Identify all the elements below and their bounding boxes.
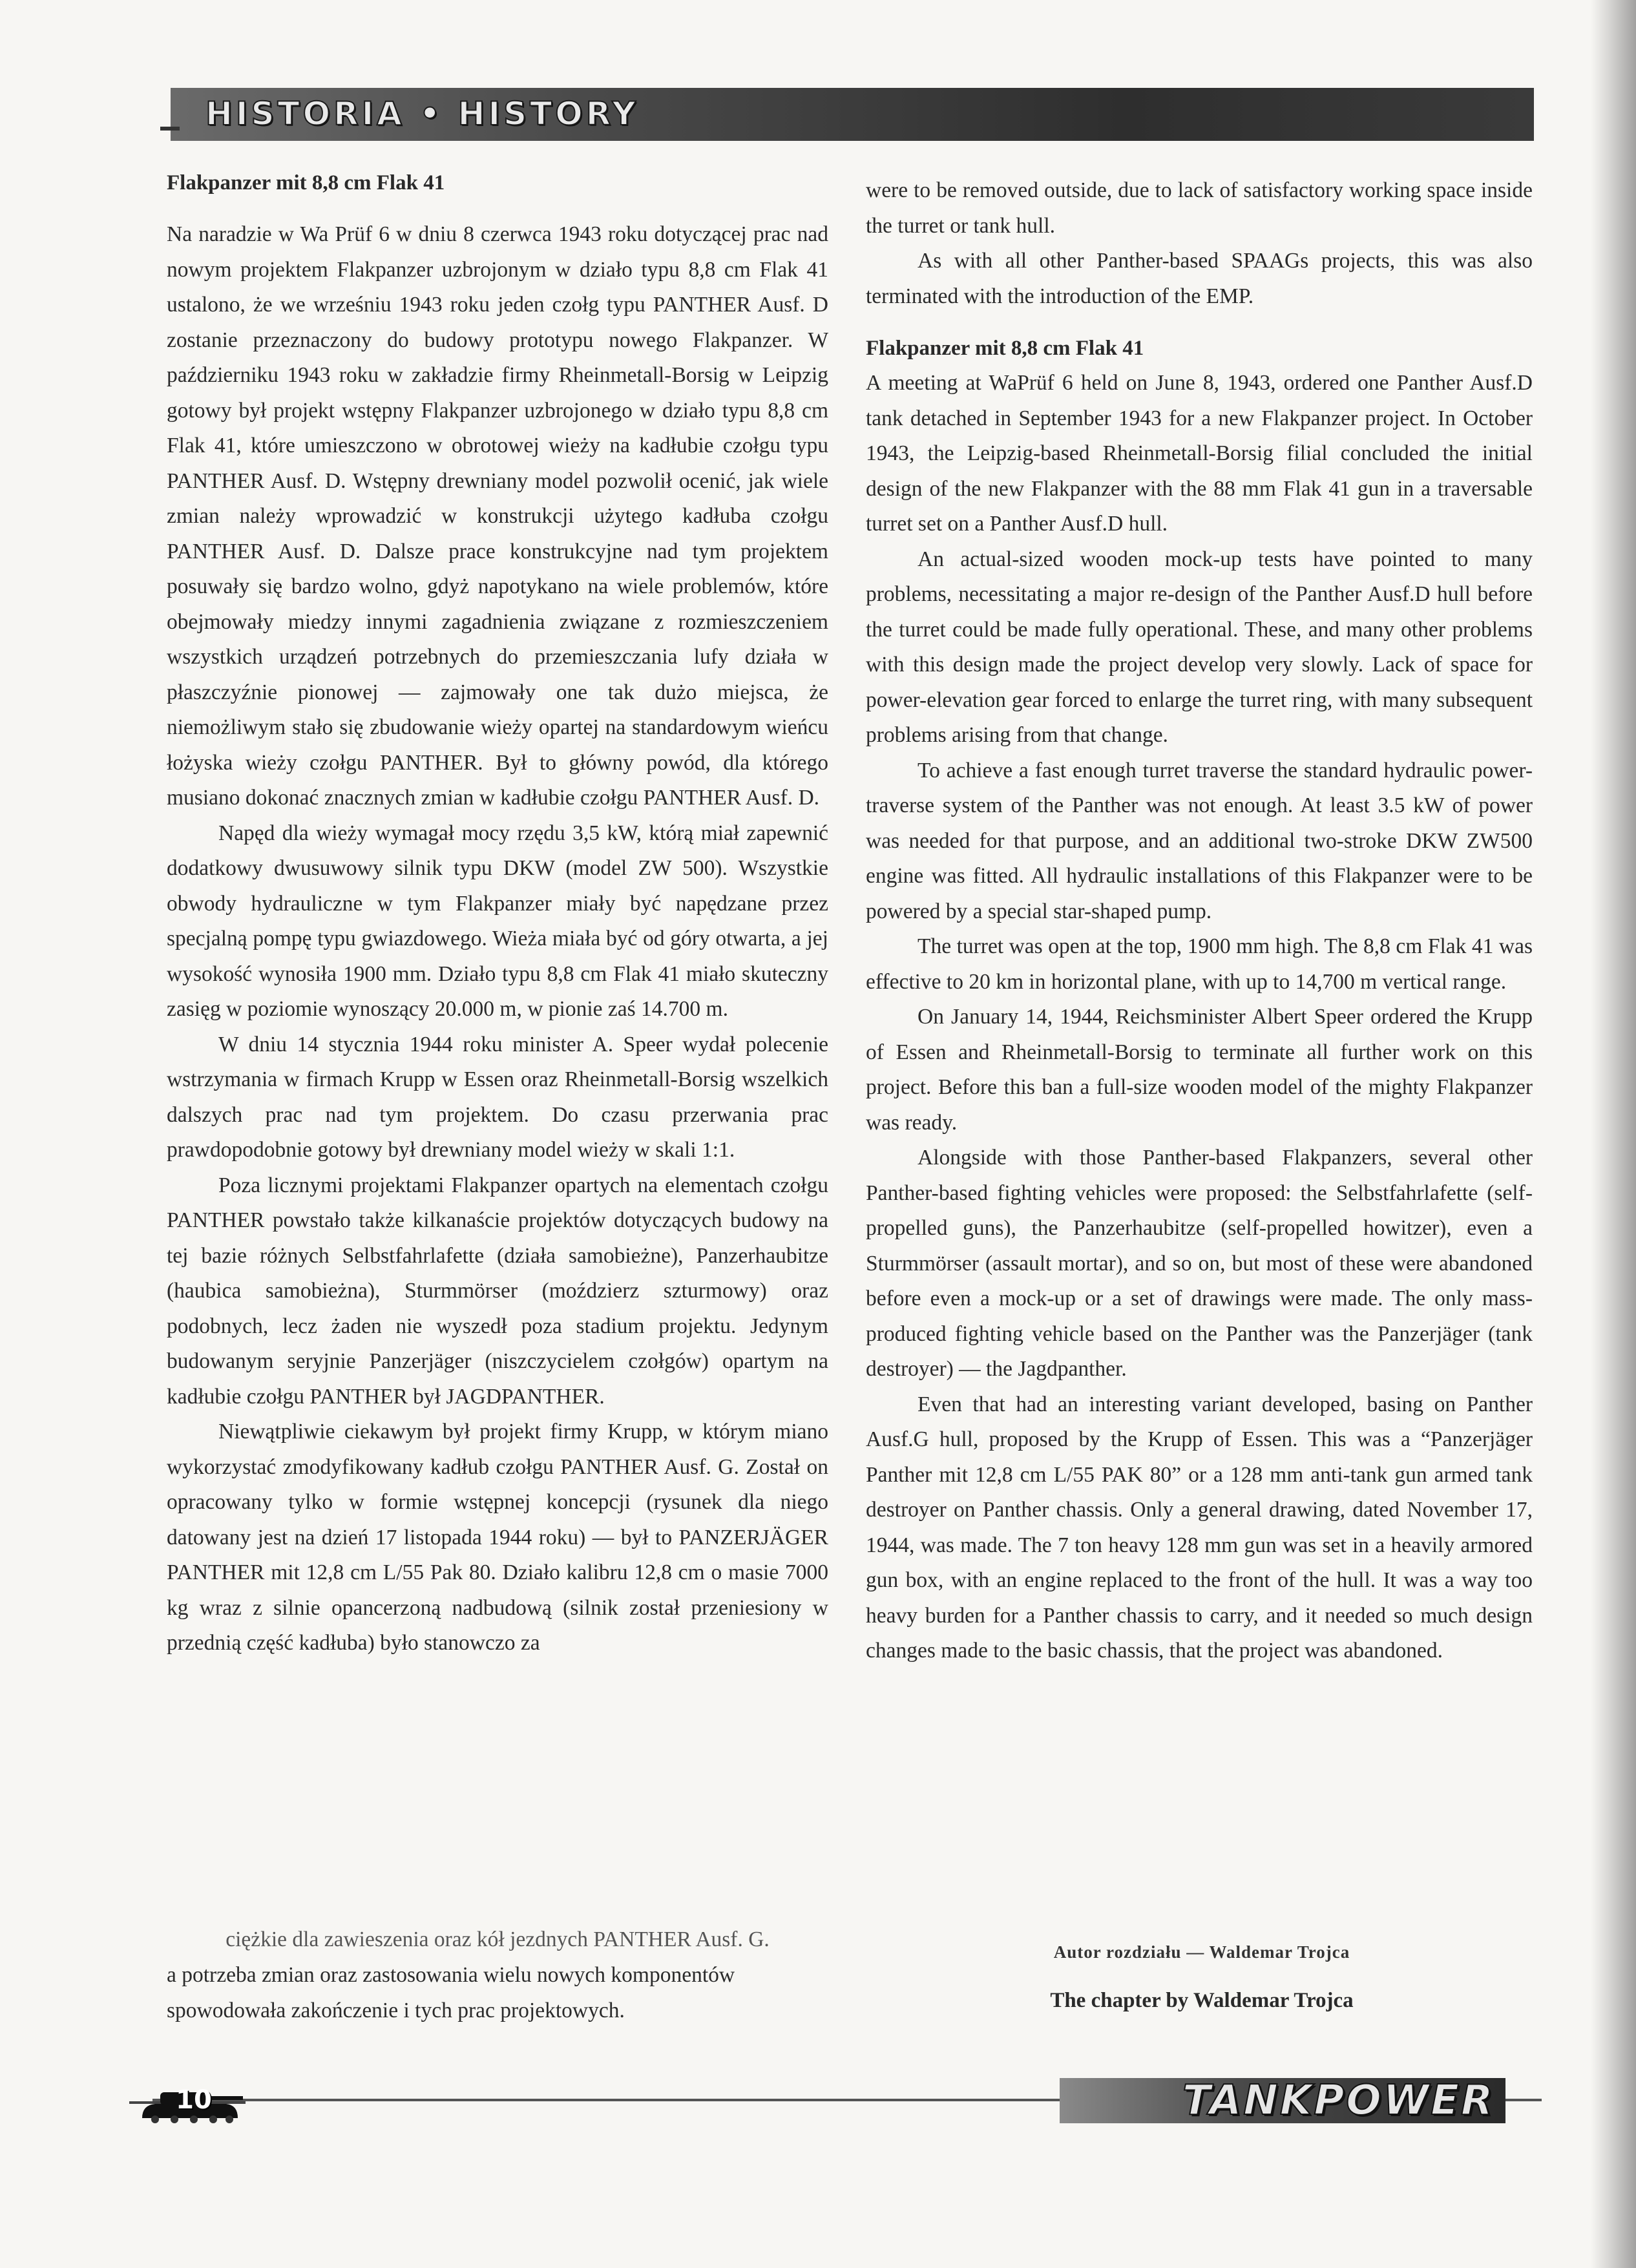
left-paragraph: Poza licznymi projektami Flakpanzer opartych na elementach czołgu PANTHER powstało także kilkanaście projektów dotyczących budowy na tej bazie różnych Selbstfahrlafette (działa samobieżne), Panzerhaubitze (haubica samobieżna), Sturmmörser (moździerz szturmowy) oraz podobnych, lecz żaden nie wyszedł poza stadium projektu. Jedynym budowanym seryjnie Panzerjäger (niszczycielem czołgów) opartym na kadłubie czołgu PANTHER był JAGDPANTHER.: [167, 1173, 828, 1409]
author-credit-english: The chapter by Waldemar Trojca: [1050, 1989, 1354, 2012]
right-paragraph: To achieve a fast enough turret traverse the standard hydraulic power-traverse system of the Panther was not enough. At least 3.5 kW of power was needed for that purpose, and an additional two-stroke DKW ZW500 engine was fitted. All hydraulic installations of this Flakpanzer were to be powered by a special star-shaped pump.: [866, 758, 1533, 923]
left-paragraph: W dniu 14 stycznia 1944 roku minister A. Speer wydał polecenie wstrzymania w firmach Krupp w Essen oraz Rheinmetall-Borsig wszelkich dalszych prac nad tym projektem. Do czasu przerwania prac prawdopodobnie gotowy był drewniany model wieży w skali 1:1.: [167, 1032, 828, 1162]
right-paragraph: An actual-sized wooden mock-up tests have pointed to many problems, necessitating a major re-design of the Panther Ausf.D hull before the turret could be made fully operational. These, and many other problems with this design made the project develop very slowly. Lack of space for power-elevation gear forced to enlarge the turret ring, with many subsequent problems arising from that change.: [866, 547, 1533, 747]
right-intro-paragraph: As with all other Panther-based SPAAGs projects, this was also terminated with the introduction of the EMP.: [866, 249, 1533, 308]
right-paragraph: Even that had an interesting variant developed, basing on Panther Ausf.G hull, proposed by the Krupp of Essen. This was a “Panzerjäger Panther mit 12,8 cm L/55 PAK 80” or a 128 mm anti-tank gun armed tank destroyer on Panther chassis. Only a general drawing, dated November 17, 1944, was made. The 7 ton heavy 128 mm gun was set in a heavily armored gun box, with an engine replaced to the front of the hull. It was a way too heavy burden for a Panther chassis to carry, and it needed so much design changes made to the basic chassis, that the project was abandoned.: [866, 1392, 1533, 1663]
left-column: [167, 165, 828, 1661]
right-paragraph: The turret was open at the top, 1900 mm high. The 8,8 cm Flak 41 was effective to 20 km in horizontal plane, with up to 14,700 m vertical range.: [866, 934, 1533, 994]
author-credit-polish: Autor rozdziału — Waldemar Trojca: [1053, 1942, 1350, 1962]
left-heading: Flakpanzer mit 8,8 cm Flak 41: [167, 171, 445, 194]
right-paragraph: Alongside with those Panther-based Flakpanzers, several other Panther-based fighting vehicles were proposed: the Selbstfahrlafette (self-propelled guns), the Panzerhaubitze (self-propelled howitzer), even a Sturmmörser (assault mortar), and so on, but most of these were abandoned before even a mock-up or a set of drawings were made. The only mass-produced fighting vehicle based on the Panther was the Panzerjäger (tank destroyer) — the Jagdpanther.: [866, 1146, 1533, 1381]
page-number: 10: [176, 2085, 212, 2115]
left-clipped-text: ciężkie dla zawieszenia oraz kół jezdnych PANTHER Ausf. G.: [225, 1927, 770, 1951]
right-heading: Flakpanzer mit 8,8 cm Flak 41: [866, 337, 1144, 360]
right-paragraph: A meeting at WaPrüf 6 held on June 8, 1943, ordered one Panther Ausf.D tank detached in September 1943 for a new Flakpanzer project. In October 1943, the Leipzig-based Rheinmetall-Borsig filial concluded the initial design of the new Flakpanzer with the 88 mm Flak 41 gun in a traversable turret set on a Panther Ausf.D hull.: [866, 371, 1533, 536]
left-paragraph: Niewątpliwie ciekawym był projekt firmy Krupp, w którym miano wykorzystać zmodyfikowany kadłub czołgu PANTHER Ausf. G. Został on opracowany tylko w formie wstępnej koncepcji (rysunek dla niego datowany jest na dzień 17 listopada 1944 roku) — był to PANZERJÄGER PANTHER mit 12,8 cm L/55 Pak 80. Działo kalibru 12,8 cm o masie 7000 kg wraz z silnie opancerzoną nadbudową (silnik został przeniesiony w przednią część kadłuba) było stanowczo za: [167, 1420, 828, 1655]
section-title: HISTORIA • HISTORY: [205, 95, 639, 132]
header-tick: [160, 127, 180, 131]
left-clipped-line: [167, 1927, 828, 1960]
right-column: [866, 173, 1533, 1669]
left-paragraph: Napęd dla wieży wymagał mocy rzędu 3,5 kW, którą miał zapewnić dodatkowy dwusuwowy silnik typu DKW (model ZW 500). Wszystkie obwody hydrauliczne w tym Flakpanzer miały być napędzane przez specjalną pompę typu gwiazdowego. Wieża miała być od góry otwarta, a jej wysokość wynosiła 1900 mm. Działo typu 8,8 cm Flak 41 miało skuteczny zasięg w poziomie wynoszący 20.000 m, w pionie zaś 14.700 m.: [167, 821, 828, 1021]
magazine-logo: TANKPOWER: [1182, 2077, 1495, 2125]
right-paragraph: On January 14, 1944, Reichsminister Albert Speer ordered the Krupp of Essen and Rheinmetall-Borsig to terminate all further work on this project. Before this ban a full-size wooden model of the mighty Flakpanzer was ready.: [866, 1005, 1533, 1135]
left-last-paragraph: a potrzeba zmian oraz zastosowania wielu nowych komponentów spowodowała zakończenie i tych prac projektowych.: [167, 1963, 735, 2022]
page-edge-shadow: [1591, 0, 1636, 2268]
left-paragraph: Na naradzie w Wa Prüf 6 w dniu 8 czerwca 1943 roku dotyczącej prac nad nowym projektem Flakpanzer uzbrojonym w działo typu 8,8 cm Flak 41 ustalono, że we wrześniu 1943 roku jeden czołg typu PANTHER Ausf. D zostanie przeznaczony do budowy prototypu nowego Flakpanzer. W październiku 1943 roku w zakładzie firmy Rheinmetall-Borsig w Leipzig gotowy był projekt wstępny Flakpanzer uzbrojonego w działo typu 8,8 cm Flak 41, które umieszczono w obrotowej wieży na kadłubie czołgu typu PANTHER Ausf. D. Wstępny drewniany model pozwolił ocenić, jak wiele zmian należy wprowadzić w konstrukcji użytego kadłuba czołgu PANTHER Ausf. D. Dalsze prace konstrukcyjne nad tym projektem posuwały się bardzo wolno, gdyż napotykano na wiele problemów, które obejmowały miedzy innymi zagadnienia związane z rozmieszczeniem wszystkich urządzeń potrzebnych do przemieszczania lufy działa w płaszczyźnie pionowej — zajmowały one tak dużo miejsca, że niemożliwym stało się zbudowanie wieży opartej na standardowym wieńcu łożyska wieży czołgu PANTHER. Był to główny powód, dla którego musiano dokonać znacznych zmian w kadłubie czołgu PANTHER Ausf. D.: [167, 222, 828, 810]
right-intro-paragraph: were to be removed outside, due to lack of satisfactory working space inside the turret or tank hull.: [866, 178, 1533, 238]
